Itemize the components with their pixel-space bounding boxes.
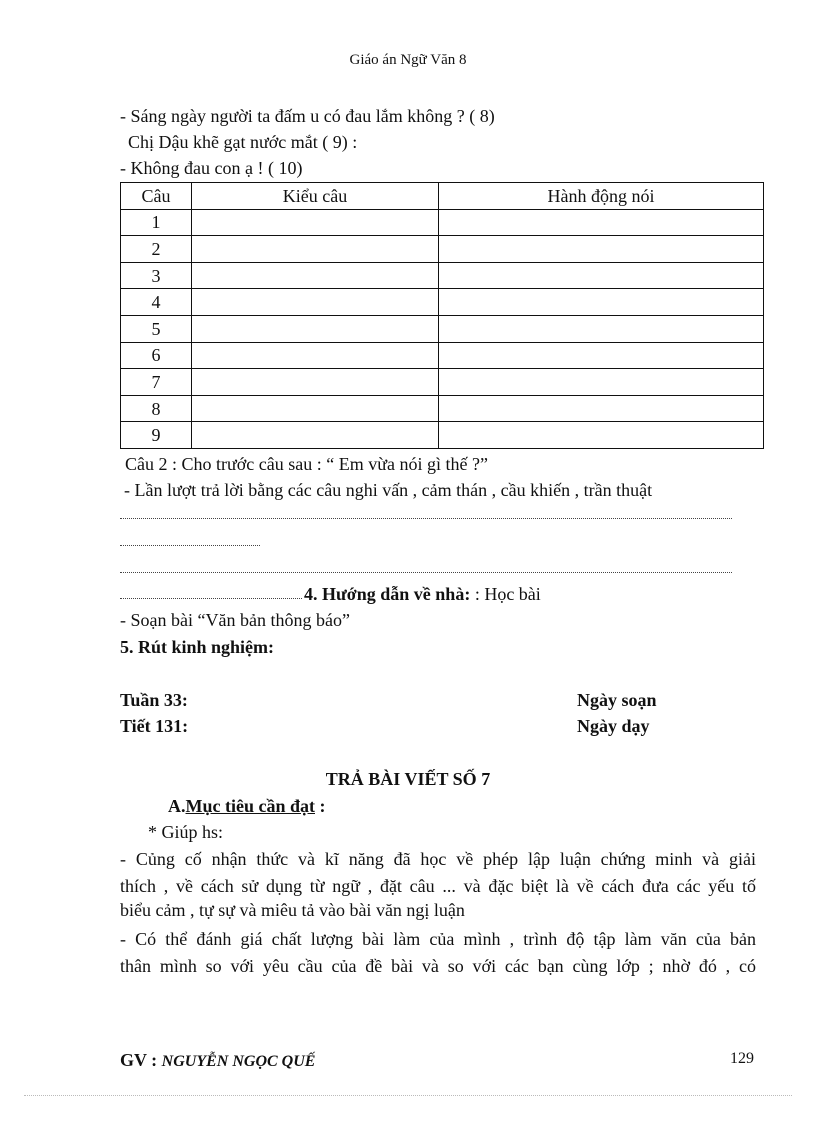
answer-dotted-line [120, 598, 302, 599]
section-heading [168, 796, 326, 817]
homework-line [304, 584, 541, 605]
column-header-hanh-dong-noi: Hành động nói [439, 183, 764, 210]
empty-cell [439, 262, 764, 289]
table-row [121, 209, 764, 236]
row-number: 4 [121, 289, 192, 316]
answer-dotted-line [120, 572, 732, 573]
empty-cell [192, 289, 439, 316]
answer-dotted-line [120, 518, 732, 519]
help-label: * Giúp hs: [148, 822, 224, 842]
teacher-label: GV : [120, 1050, 158, 1070]
table-row [121, 289, 764, 316]
dialogue-line-10: - Không đau con ạ ! ( 10) [120, 158, 303, 178]
table-header-row [121, 183, 764, 210]
experience-heading: 5. Rút kinh nghiệm: [120, 637, 275, 657]
teach-date-label: Ngày dạy [577, 716, 650, 736]
section-title: Mục tiêu cần đạt [185, 796, 315, 816]
week-label: Tuần 33: [120, 690, 188, 710]
empty-cell [439, 209, 764, 236]
row-number: 2 [121, 236, 192, 263]
footer-teacher [120, 1050, 315, 1071]
row-number: 1 [121, 209, 192, 236]
empty-cell [192, 315, 439, 342]
table-row [121, 369, 764, 396]
table-row [121, 395, 764, 422]
homework-instruction: - Soạn bài “Văn bản thông báo” [120, 610, 350, 630]
row-number: 7 [121, 369, 192, 396]
dialogue-line-9: Chị Dậu khẽ gạt nước mắt ( 9) : [128, 132, 358, 152]
empty-cell [192, 422, 439, 449]
empty-cell [192, 395, 439, 422]
section-suffix: : [315, 796, 326, 816]
empty-cell [439, 422, 764, 449]
row-number: 9 [121, 422, 192, 449]
paragraph-line: - Có thể đánh giá chất lượng bài làm của mình , trình độ tập làm văn của bản [120, 929, 756, 949]
homework-heading: 4. Hướng dẫn về nhà: [304, 584, 471, 604]
dialogue-line-8: - Sáng ngày người ta đấm u có đau lắm không ? ( 8) [120, 106, 495, 126]
empty-cell [192, 369, 439, 396]
column-header-cau: Câu [121, 183, 192, 210]
paragraph-line: biểu cảm , tự sự và miêu tả vào bài văn ngị luận [120, 900, 465, 920]
empty-cell [439, 315, 764, 342]
exercise-question: Câu 2 : Cho trước câu sau : “ Em vừa nói gì thế ?” [125, 454, 488, 474]
paragraph-line: - Củng cố nhận thức và kĩ năng đã học về phép lập luận chứng minh và giải [120, 849, 756, 869]
section-prefix: A. [168, 796, 186, 816]
exercise-instruction: - Lần lượt trả lời bằng các câu nghi vấn , cảm thán , cầu khiến , trần thuật [124, 480, 653, 500]
table-row [121, 236, 764, 263]
page-number: 129 [730, 1050, 754, 1067]
row-number: 3 [121, 262, 192, 289]
table-row [121, 262, 764, 289]
lesson-title: TRẢ BÀI VIẾT SỐ 7 [325, 769, 491, 789]
table-row [121, 422, 764, 449]
homework-text: : Học bài [474, 584, 541, 604]
paragraph-line: thân mình so với yêu cầu của đề bài và so với các bạn cùng lớp ; nhờ đó , có [120, 956, 756, 976]
footer-divider [24, 1095, 792, 1096]
empty-cell [439, 342, 764, 369]
row-number: 8 [121, 395, 192, 422]
row-number: 6 [121, 342, 192, 369]
table-row [121, 342, 764, 369]
column-header-kieu-cau: Kiểu câu [192, 183, 439, 210]
page-header: Giáo án Ngữ Văn 8 [349, 52, 467, 68]
empty-cell [192, 209, 439, 236]
period-label: Tiết 131: [120, 716, 189, 736]
paragraph-line: thích , về cách sử dụng từ ngữ , đặt câu ... và đặc biệt là về cách đưa các yếu tố [120, 876, 756, 896]
answer-dotted-line [120, 545, 260, 546]
empty-cell [439, 236, 764, 263]
empty-cell [192, 236, 439, 263]
empty-cell [439, 395, 764, 422]
empty-cell [192, 342, 439, 369]
row-number: 5 [121, 315, 192, 342]
table-row [121, 315, 764, 342]
empty-cell [192, 262, 439, 289]
empty-cell [439, 289, 764, 316]
prep-date-label: Ngày soạn [577, 690, 657, 710]
teacher-name: NGUYỄN NGỌC QUẾ [161, 1053, 316, 1070]
empty-cell [439, 369, 764, 396]
sentence-analysis-table [120, 182, 764, 449]
